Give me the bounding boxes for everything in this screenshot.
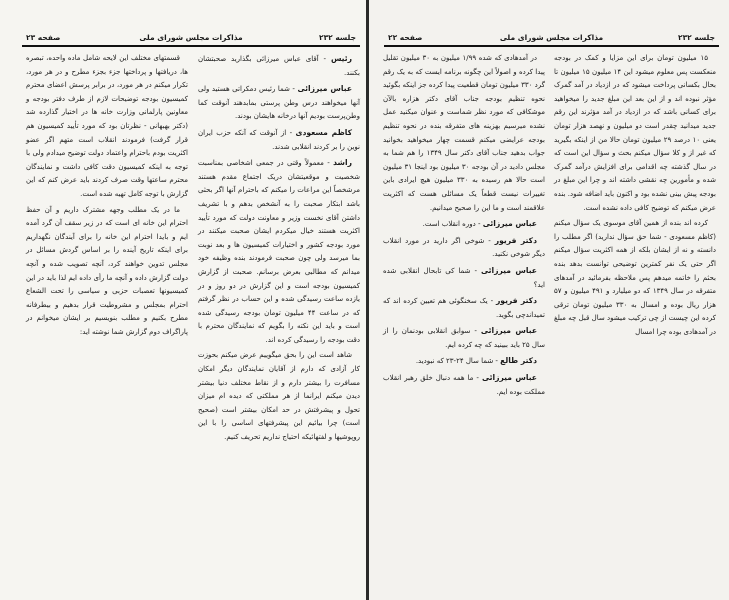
paragraph: [554, 217, 716, 339]
paragraph-text: کرده اند بنده از همین آقای موسوی یک سؤال میکنم (کاظم مسعودی - شما حق سؤال ندارید) اگر مطلب را دانسته و نه از ایشان بلکه از همه اکثریت سؤال میکنم اگر حتی یک نفر کمترین توضیحی توانست بدهد بنده بحثم را خاتمه میدهم پس ملاحظه بفرمائید در آمدهای متفرقه در سال ۱۳۴۹ که دو میلیارد و ۴۹۱ میلیون و ۵۷ هزار ریال بوده و امسال به ۳۳۰ میلیون تومان ترقی کرده این چیست از چی ترکیب میشود سال قبل چه مبلغ در آمدهادی بوده چرا امسال: [554, 219, 716, 336]
paragraph: [383, 294, 545, 322]
speaker-name: عباس میرزائی: [482, 219, 537, 229]
paragraph: [198, 52, 360, 80]
paragraph: [198, 156, 360, 347]
paragraph: [198, 82, 360, 124]
text-column: [554, 52, 716, 341]
paragraph-text: - از آنوقت که آنکه حزب ایران نوین را بر کردند انقلابی شدند.: [198, 128, 360, 151]
paragraph-text: - یک سخنگوئی هم تعیین کرده اند که تمیداندچی بگوید.: [383, 297, 545, 319]
session-number: جلسه ۲۳۲: [319, 33, 356, 42]
paragraph-text: - معمولاً وقتی در جمعی اشخاصی بمناسبت شخصیت و موقعیتشان دریک اجتماع مقدم هستند مرشخصاً این مراعات را میکنم که باحترام آنها اگر بحثی باشد ابتکار صحبت را به آنشخص بدهم و با تشریف داشتن آقای نخست وزیر و معاونت دولت که مورد تأیید اکثریت هستند خیال میکردم ایشان صحبت میکنند در مورد بودجه کشور و اختیارات کمیسیون ها و بعد نوبت بما میرسد ولی چون صحبت فرمودند بنده وظیفه خود میدانم که مطالبی بعرض برسانم. صحبت از گزارش کمیسیون بودجه است و این گزارش در دو روز و در یازده ساعت رسیدگی شده و این حساب در نظر گرفتم که در ساعت ۴۴ میلیون تومان بودجه رسیدگی شده است و باید این نکته را بگویم که نمایندگان محترم با دقت بودجه را رسیدگی کرده اند.: [198, 159, 360, 344]
session-number: جلسه ۲۳۲: [678, 33, 715, 42]
paragraph: [198, 126, 360, 154]
running-title: مذاکرات مجلس شورای ملی: [499, 33, 604, 42]
speaker-name: رئیس: [330, 54, 352, 63]
paragraph: [383, 371, 545, 399]
paragraph: [554, 52, 716, 215]
text-column: [26, 52, 188, 341]
paragraph-text: - دوره انقلاب است.: [422, 220, 483, 229]
paragraph: [383, 52, 545, 215]
paragraph-text: قسمتهای مختلف این لایحه شامل ماده واحده، تبصره ها، دریافتها و پرداختها جزء بجزء مطرح و در هر مورد، تکرار میکنم در هر مورد، در برابر پرسش اعضای محترم کمیسیون بودجه توضیحات لازم از طرف دفتر بودجه و معاونین پارلمانی وزارت خانه ها در اختیار گذارده شد (دکتر بهبهانی - نظرتان بود که مورد تأیید کمیسیون هم قرار گرفت) فرمودند انقلاب است متهم اگر عضو اکثریت بودم باحترام واعتماد دولت توضیح میدادم ولی با توجه به اینکه کمیسیون دقت کافی داشت و نمایندگان محترم ساعتها وقت صرف کردند باید عرض کنم که این گزارش با توجه کامل تهیه شده است.: [26, 54, 188, 198]
paragraph: [383, 324, 545, 352]
speaker-name: دکتر طالع: [500, 356, 537, 366]
paragraph-text: - شما سال ۲۴-۲۳ که نبودید.: [415, 357, 501, 366]
paragraph-text: در آمدهادی که شده ۱/۹۹ میلیون به ۳۰ میلیون تقلیل پیدا کرده و اصولاً این چگونه برنامه ایست که به یک رقم گرد ۳۳۰ میلیون تومان قطعیت پیدا کرده جز اینکه بگوئید نحوه تنظیم بودجه جناب آقای دکتر هزاره بالآن موشکافی که مورد نظر شماست و عنوان میکنید عمل نشده میرسیم بهزینه های متفرقه بنده در نحوه تنظیم بودجه عرایضی میکنم قسمت چهار میخواهید بخوانید جواب بدهید جناب آقای دکتر سال ۱۳۴۹ را هم شما به مجلس دادید در آن بودجه ۳۰ میلیون بود اینجا ۳۱ میلیون است حالا هم رسیده به ۳۳۰ میلیون هیچ ایرادی باین تغییرات نیست قطعاً یک مسائلی هست که اکثریت علاقمند است و ما این را صحیح میدانیم.: [383, 54, 545, 212]
paragraph: [383, 234, 545, 262]
speaker-name: دکتر فریور: [495, 296, 537, 306]
speaker-name: دکتر فریور: [494, 235, 537, 245]
paragraph-text: - آقای عباس میرزائی بگذارید صحبتشان بکنند.: [198, 55, 360, 77]
running-title: مذاکرات مجلس شورای ملی: [139, 33, 243, 42]
paragraph-text: - شما رئیس دمکراتی هستید ولی آنها میخواهند درس وطن پرستی بمابدهند آنوقت کما وطن‌پرست بودیم آنها درخانه هایشان بودند.: [198, 85, 360, 121]
paragraph: [26, 52, 188, 202]
page-number: صفحه ۲۲: [388, 33, 423, 42]
page-header: [22, 33, 360, 47]
speaker-name: عباس میرزائی: [480, 265, 537, 275]
paragraph: [383, 217, 545, 232]
speaker-name: کاظم مسعودی: [295, 127, 352, 137]
paragraph-text: - ما همه دنبال خلق رهبر انقلاب مملکت بوده ایم.: [383, 374, 545, 396]
paragraph-text: - شما کی تابحال انقلابی شده اید؟: [383, 266, 545, 289]
text-column: [383, 52, 545, 401]
paragraph-text: ما در یک مطلب وجهه مشترک داریم و آن حفظ احترام این خانه ای است که در زیر سقف آن گرد آمده ایم و بایدا احترام این خانه را برای آیندگان نگهداریم برای اینکه تاریخ آینده را بر اساس گردش مسائل در مجلس تدوین خواهند کرد، آنچه تصویب شده و آنچه دولت گزارش داده و آنچه ما رأی داده ایم لذا باید در این کمیسیونها تعصبات حزبی و سیاسی را تحت الشعاع احترام بمجلس و مشروطیت قرار بدهیم و بیطرفانه مطرح بکنیم و مطلب بنویسیم بر ایشان میخوانم در پاراگراف دوم گزارش شما نوشته اید:: [26, 205, 188, 336]
speaker-name: عباس میرزائی: [481, 373, 537, 383]
paragraph: شاهد است این را بحق میگوییم عرض میکنم بحوزت کار آزادی که دارم از آقایان نمایندگان دیگر امکان مسافرت را بیشتر دارم و از نقاط مختلف دنیا بیشتر دیدن میکنم ایرانما از هر مملکتی که دیده ام میزان تحول و پیشرفتش در حد امکان بیشتر است (صحیح است) چرا بیائیم این پیشرفتهای اساسی را با این روپوشیها و لفتهائیکه احتیاج نداریم تحریف کنیم.: [198, 351, 360, 442]
paragraph-text: - شوخی اگر دارید در مورد انقلاب دیگر شوخی نکنید.: [383, 236, 545, 259]
speaker-name: راشد: [333, 158, 352, 168]
paragraph: [383, 354, 545, 369]
speaker-name: عباس میرزائی: [480, 326, 538, 336]
page-number: صفحه ۲۳: [26, 33, 61, 42]
paragraph: [383, 264, 545, 292]
speaker-name: عباس میرزائی: [297, 84, 353, 94]
page-gutter: [366, 0, 369, 600]
paragraph-text: - سوابق انقلابی بودنمان را از سال ۲۵ باید ببینید که چه کرده ایم.: [383, 327, 545, 349]
text-column: [198, 52, 360, 447]
page-header: [384, 33, 719, 47]
right-page: [370, 0, 729, 600]
paragraph-text: ۱۵ میلیون تومان برای این مزایا و کمک در بودجه منعکست پس معلوم میشود این ۱۴ میلیون ۱۵ میلیون تا بحال بکسانی پرداخت میشود که در ازدیاد در آمد گمرک مؤثر نبوده اند و از این بعد این مبلغ جدید را میخواهید برای کسانی باشد که در ازدیاد در آمد مؤثرند این رقم جدید میدانید چقدر است دو میلیون و نهصد هزار تومان یعنی ۱۰ درصد ۲۹ میلیون تومان حالا من از اینکه بگیرید که غیر از و کلا سؤال میکنم بحث و سؤال این است که در سال گذشته چه اقدامی برای افزایش درآمد گمرک شده و مأمورین چه نقشی داشته اند و چرا این مبلغ در بودجه پیش بینی نشده بود و اکنون باید اضافه شود. بنده عرض میکنم که توضیح کافی داده نشده است.: [554, 54, 716, 212]
paragraph: [26, 204, 188, 340]
